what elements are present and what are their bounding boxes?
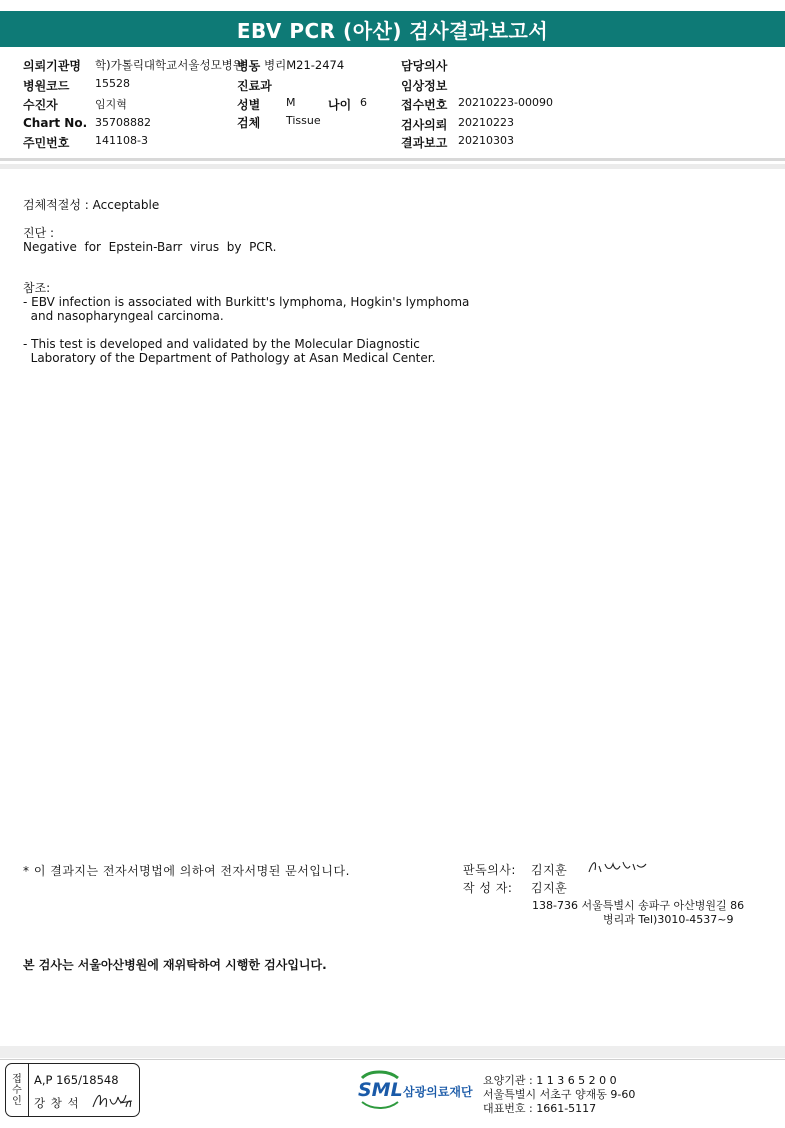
reader-label: 판독의사: bbox=[463, 863, 516, 877]
hospital-code-label: 병원코드 bbox=[23, 79, 70, 93]
stamp-side-label: 접 수 인 bbox=[6, 1064, 29, 1116]
ward-label: 병동 bbox=[237, 59, 261, 73]
header-divider-shadow bbox=[0, 164, 785, 169]
stamp-name: 강 창 석 bbox=[34, 1096, 80, 1110]
foundation-phone: 대표번호 : 1661-5117 bbox=[483, 1102, 597, 1115]
hospital-code-value: 15528 bbox=[95, 77, 130, 90]
receipt-stamp bbox=[5, 1063, 140, 1117]
writer-name: 김지훈 bbox=[531, 881, 568, 895]
note-1-line-1: - EBV infection is associated with Burkitt's lymphoma, Hogkin's lymphoma bbox=[23, 295, 470, 309]
report-date-value: 20210303 bbox=[458, 134, 514, 147]
note-1-line-2: and nasopharyngeal carcinoma. bbox=[23, 309, 224, 323]
age-label: 나이 bbox=[328, 98, 352, 112]
id-number-value: 141108-3 bbox=[95, 134, 148, 147]
note-label: 참조: bbox=[23, 281, 51, 295]
sml-logo-text: SML bbox=[358, 1079, 403, 1101]
age-value: 6 bbox=[360, 96, 367, 109]
lab-address: 138-736 서울특별시 송파구 아산병원길 86 bbox=[532, 899, 745, 912]
lab-phone: 병리과 Tel)3010-4537~9 bbox=[603, 913, 734, 926]
esign-notice: * 이 결과지는 전자서명법에 의하여 전자서명된 문서입니다. bbox=[23, 864, 350, 878]
report-date-label: 결과보고 bbox=[401, 136, 448, 150]
writer-label: 작 성 자: bbox=[463, 881, 513, 895]
footer-band bbox=[0, 1046, 785, 1058]
stamp-signature-image bbox=[90, 1089, 136, 1111]
referring-hospital-value: 학)가톨릭대학교서울성모병원 bbox=[95, 58, 244, 72]
receipt-number-label: 접수번호 bbox=[401, 98, 448, 112]
chart-number-label: Chart No. bbox=[23, 116, 88, 130]
diagnosis-label: 진단 : bbox=[23, 226, 55, 240]
note-2-line-1: - This test is developed and validated by the Molecular Diagnostic bbox=[23, 337, 420, 351]
receipt-number-value: 20210223-00090 bbox=[458, 96, 553, 109]
specimen-value: Tissue bbox=[286, 114, 321, 127]
sex-label: 성별 bbox=[237, 98, 261, 112]
sml-logo bbox=[356, 1070, 476, 1110]
note-2-line-2: Laboratory of the Department of Pathology at Asan Medical Center. bbox=[23, 351, 436, 365]
id-number-label: 주민번호 bbox=[23, 136, 70, 150]
attending-physician-label: 담당의사 bbox=[401, 59, 448, 73]
reader-signature-image bbox=[583, 856, 649, 878]
referring-hospital-label: 의뢰기관명 bbox=[23, 59, 81, 73]
foundation-name: 삼광의료재단 bbox=[403, 1085, 473, 1099]
chart-number-value: 35708882 bbox=[95, 116, 151, 129]
header-divider bbox=[0, 158, 785, 161]
diagnosis-text: Negative for Epstein-Barr virus by PCR. bbox=[23, 240, 277, 254]
foundation-address: 서울특별시 서초구 양재동 9-60 bbox=[483, 1088, 636, 1101]
institution-code: 요양기관 : 1 1 3 6 5 2 0 0 bbox=[483, 1074, 617, 1087]
consignment-note: 본 검사는 서울아산병원에 재위탁하여 시행한 검사입니다. bbox=[23, 958, 327, 972]
ward-value: 병리M21-2474 bbox=[264, 58, 345, 72]
specimen-label: 검체 bbox=[237, 116, 261, 130]
reader-name: 김지훈 bbox=[531, 863, 568, 877]
department-label: 진료과 bbox=[237, 79, 272, 93]
patient-name: 임지혁 bbox=[95, 98, 127, 111]
patient-label: 수진자 bbox=[23, 98, 58, 112]
clinical-info-label: 임상정보 bbox=[401, 79, 448, 93]
report-title: EBV PCR (아산) 검사결과보고서 bbox=[0, 11, 785, 47]
stamp-code: A,P 165/18548 bbox=[34, 1073, 119, 1087]
sex-value: M bbox=[286, 96, 296, 109]
specimen-adequacy: 검체적절성 : Acceptable bbox=[23, 198, 160, 212]
request-date-label: 검사의뢰 bbox=[401, 118, 448, 132]
footer-divider bbox=[0, 1059, 785, 1060]
request-date-value: 20210223 bbox=[458, 116, 514, 129]
